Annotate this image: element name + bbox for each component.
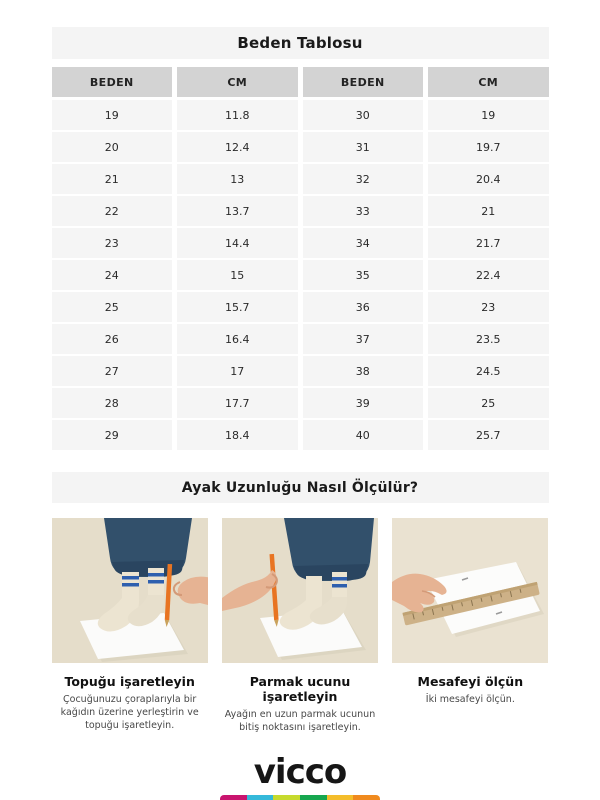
table-cell: 37: [303, 324, 424, 354]
vicco-logo: vicco: [253, 751, 347, 792]
table-cell: 36: [303, 292, 424, 322]
page-title-text: Beden Tablosu: [237, 34, 363, 52]
table-cell: 19: [428, 100, 549, 130]
table-row: [52, 356, 549, 386]
table-cell: 12.4: [177, 132, 298, 162]
table-cell: 32: [303, 164, 424, 194]
table-cell: 13: [177, 164, 298, 194]
table-cell: 19: [52, 100, 173, 130]
table-row: [52, 100, 549, 130]
column-header-cm-left: CM: [177, 67, 298, 97]
bar-segment-magenta: [220, 795, 247, 800]
table-cell: 27: [52, 356, 173, 386]
table-cell: 21.7: [428, 228, 549, 258]
table-cell: 23.5: [428, 324, 549, 354]
table-cell: 17: [177, 356, 298, 386]
table-cell: 24: [52, 260, 173, 290]
step-title: Topuğu işaretleyin: [64, 674, 195, 689]
table-cell: 39: [303, 388, 424, 418]
table-cell: 19.7: [428, 132, 549, 162]
measure-section-title-text: Ayak Uzunluğu Nasıl Ölçülür?: [181, 479, 419, 496]
bar-segment-lime: [273, 795, 300, 800]
table-cell: 25.7: [428, 420, 549, 450]
table-row: [52, 388, 549, 418]
bar-segment-orange: [353, 795, 380, 800]
table-cell: 23: [428, 292, 549, 322]
table-cell: 11.8: [177, 100, 298, 130]
table-cell: 25: [52, 292, 173, 322]
table-cell: 29: [52, 420, 173, 450]
table-cell: 17.7: [177, 388, 298, 418]
table-cell: 15: [177, 260, 298, 290]
table-cell: 40: [303, 420, 424, 450]
table-cell: 21: [52, 164, 173, 194]
table-cell: 22.4: [428, 260, 549, 290]
page-title: [52, 27, 549, 59]
table-row: [52, 324, 549, 354]
mark-heel-photo: [52, 518, 208, 663]
table-row: [52, 292, 549, 322]
table-cell: 24.5: [428, 356, 549, 386]
table-cell: 33: [303, 196, 424, 226]
table-cell: 30: [303, 100, 424, 130]
table-row: [52, 164, 549, 194]
table-cell: 31: [303, 132, 424, 162]
table-cell: 28: [52, 388, 173, 418]
size-table-header-row: [52, 67, 549, 97]
brand-footer: [52, 753, 549, 800]
table-cell: 20: [52, 132, 173, 162]
table-row: [52, 260, 549, 290]
table-cell: 26: [52, 324, 173, 354]
step-description: Ayağın en uzun parmak ucunun bitiş noktasını işaretleyin.: [224, 709, 376, 733]
table-row: [52, 228, 549, 258]
size-table: [52, 67, 549, 450]
column-header-beden-right: BEDEN: [303, 67, 424, 97]
size-guide-page: [52, 0, 549, 800]
table-cell: 20.4: [428, 164, 549, 194]
table-cell: 21: [428, 196, 549, 226]
measure-step-captions: [52, 674, 549, 735]
table-cell: 14.4: [177, 228, 298, 258]
step-caption-toe: [222, 674, 378, 735]
table-cell: 38: [303, 356, 424, 386]
table-cell: 22: [52, 196, 173, 226]
table-cell: 13.7: [177, 196, 298, 226]
step-caption-heel: [52, 674, 208, 735]
measure-section-title: [52, 472, 549, 503]
table-row: [52, 196, 549, 226]
step-title: Mesafeyi ölçün: [417, 674, 524, 689]
bar-segment-green: [300, 795, 327, 800]
table-cell: 34: [303, 228, 424, 258]
column-header-beden-left: BEDEN: [52, 67, 173, 97]
bar-segment-cyan: [247, 795, 274, 800]
step-title: Parmak ucunu işaretleyin: [249, 674, 351, 704]
table-cell: 35: [303, 260, 424, 290]
measure-step-photos: [52, 518, 549, 663]
vicco-rainbow-bar: [220, 795, 380, 800]
measure-distance-photo: [392, 518, 548, 663]
mark-toe-photo: [222, 518, 378, 663]
step-description: Çocuğunuzu çoraplarıyla bir kağıdın üzerine yerleştirin ve topuğu işaretleyin.: [60, 694, 199, 731]
table-cell: 23: [52, 228, 173, 258]
table-cell: 16.4: [177, 324, 298, 354]
bar-segment-yellow: [327, 795, 354, 800]
table-row: [52, 420, 549, 450]
table-row: [52, 132, 549, 162]
table-cell: 15.7: [177, 292, 298, 322]
table-cell: 18.4: [177, 420, 298, 450]
column-header-cm-right: CM: [428, 67, 549, 97]
step-caption-measure: [392, 674, 548, 735]
step-description: İki mesafeyi ölçün.: [425, 694, 515, 705]
table-cell: 25: [428, 388, 549, 418]
